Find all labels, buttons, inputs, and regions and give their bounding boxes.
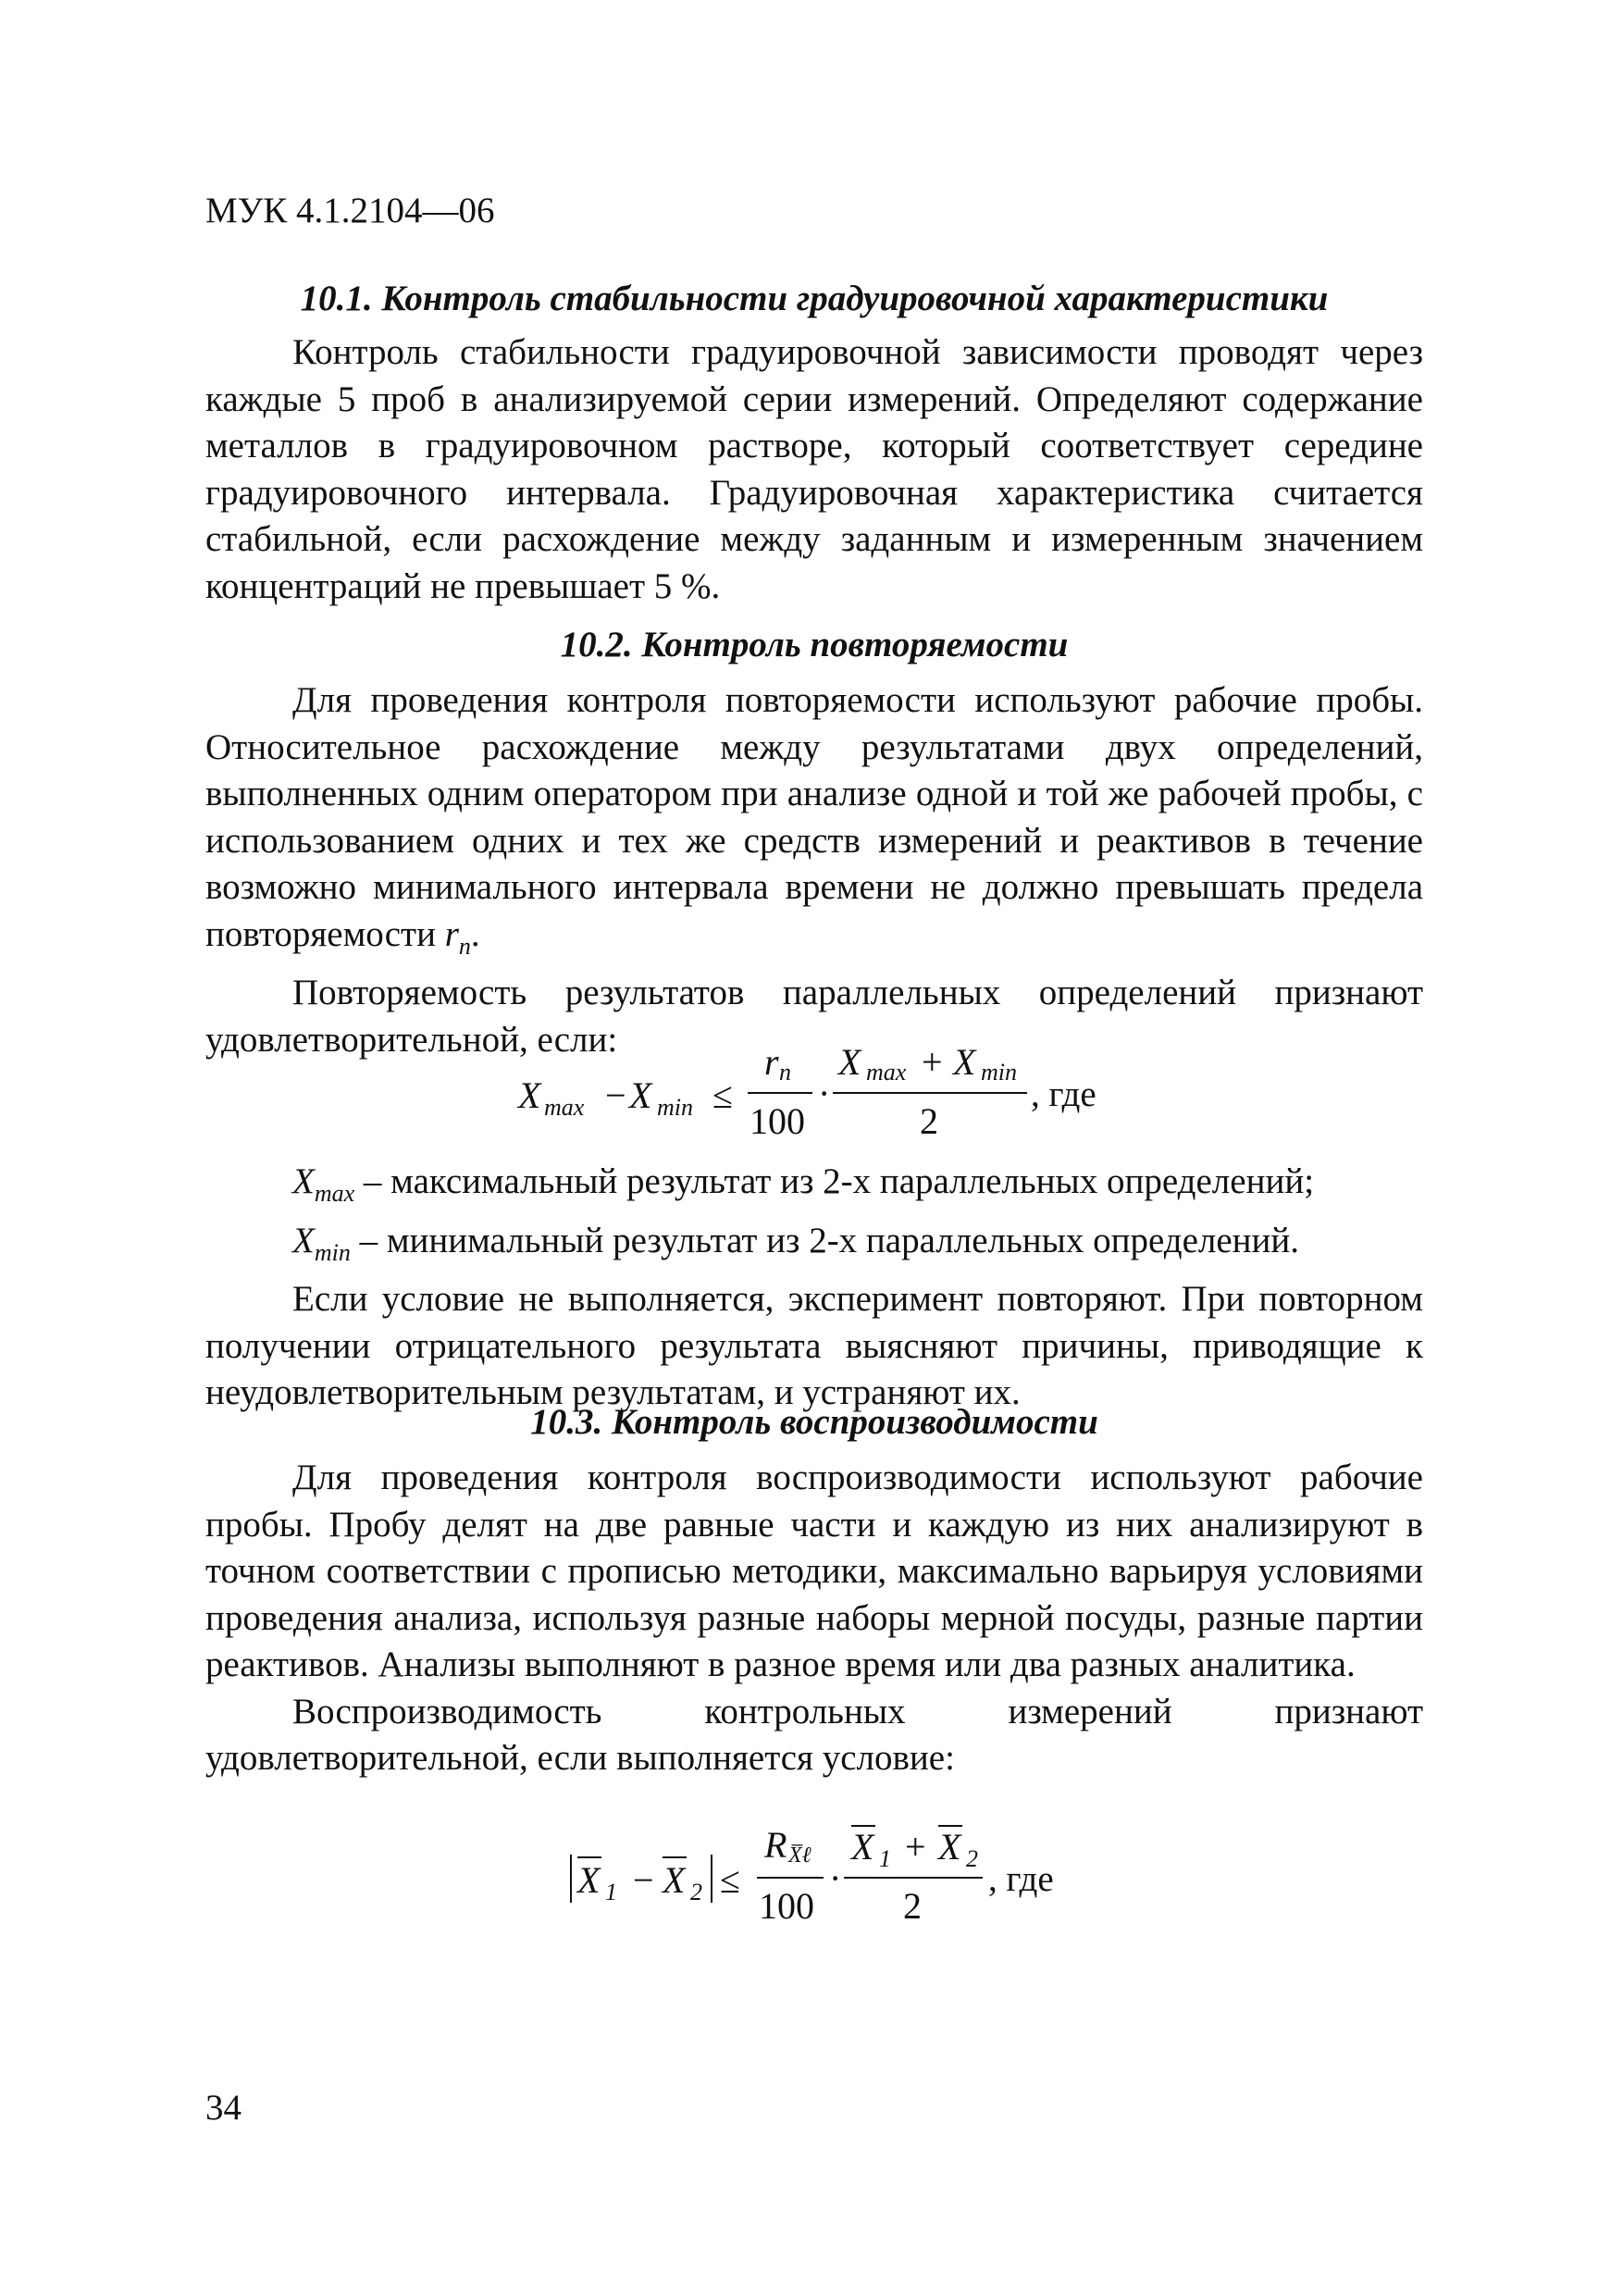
fraction-bar (844, 1877, 983, 1879)
formula-x: X (838, 1041, 861, 1083)
section-heading: 10.2. Контроль повторяемости (560, 625, 1069, 664)
formula-x: X (518, 1074, 541, 1116)
paragraph-text: Для проведения контроля повторяемости используют рабочие пробы. Относительное расхождение между результатами двух определений, выполненных одним оператором при анализе одной и той же рабочей пробы, с использованием одних и тех же средств измерений и реактивов в течение возможно минимального интервала времени не должно превышать предела повторяемости (205, 680, 1423, 954)
section-10-3 (205, 1399, 1423, 1782)
formula-leq: ≤ (720, 1859, 740, 1901)
abs-bar-left (570, 1855, 572, 1903)
formula-subscript: n (779, 1059, 791, 1086)
formula-dot: · (829, 1857, 842, 1899)
formula-denominator: 2 (920, 1100, 938, 1142)
formula-subscript: 2 (966, 1845, 978, 1872)
document-code: МУК 4.1.2104—06 (205, 191, 495, 230)
formula-x: X (577, 1859, 601, 1901)
formula-denominator: 100 (750, 1100, 805, 1142)
formula-subscript: X̅ℓ (788, 1843, 812, 1868)
formula-x: X (851, 1826, 874, 1868)
formula-x: X (663, 1859, 686, 1901)
paragraph (205, 677, 1423, 970)
formula-subscript: 2 (690, 1879, 702, 1905)
formula-subscript: 1 (879, 1845, 891, 1872)
symbol-x: X (292, 1220, 315, 1260)
section-10-2-continued (205, 1159, 1423, 1417)
formula-minus: − (633, 1859, 654, 1901)
section-10-1 (205, 276, 1423, 610)
formula-denominator: 2 (903, 1885, 922, 1927)
formula-subscript: min (981, 1059, 1017, 1086)
fraction-bar (833, 1092, 1027, 1094)
repeatability-formula (0, 1041, 1623, 1148)
paragraph: Если условие не выполняется, эксперимент повторяют. При повторном получении отрицательного результата выясняют причины, приводящие к неудовлетворительным результатам, и устраняют их. (205, 1279, 1423, 1412)
symbol-x: X (292, 1161, 315, 1201)
formula-suffix: , где (988, 1859, 1054, 1899)
formula-minus: − (605, 1074, 626, 1116)
paragraph: Повторяемость результатов параллельных определений признают удовлетворительной, если: (205, 973, 1423, 1060)
paragraph: Контроль стабильности градуировочной зависимости проводят через каждые 5 проб в анализируемой серии измерений. Определяют содержание металлов в градуировочном растворе, который соответствует середине градуировочного интервала. Градуировочная характеристика считается стабильной, если расхождение между заданным и измеренным значением концентраций не превышает 5 %. (205, 332, 1423, 606)
formula-dot: · (818, 1073, 831, 1114)
formula-plus: + (905, 1826, 926, 1868)
formula-numerator: R (764, 1824, 787, 1866)
formula-subscript: max (544, 1094, 585, 1121)
abs-bar-right (711, 1855, 712, 1903)
formula-subscript: min (657, 1094, 693, 1121)
symbol-r: r (444, 913, 459, 954)
definition-xmin (205, 1218, 1423, 1277)
formula-x: X (953, 1041, 976, 1083)
formula-x: X (629, 1074, 652, 1116)
symbol-subscript: min (314, 1238, 351, 1266)
section-heading: 10.3. Контроль воспроизводимости (530, 1402, 1098, 1442)
formula-x: X (938, 1826, 961, 1868)
page-number: 34 (205, 2088, 242, 2128)
paragraph: Для проведения контроля воспроизводимости используют рабочие пробы. Пробу делят на две равные части и каждую из них анализируют в точном соответствии с прописью методики, максимально варьируя условиями проведения анализа, используя разные наборы мерной посуды, разные партии реактивов. Анализы выполняют в разное время или два разных аналитика. (205, 1458, 1423, 1684)
definition-text: – минимальный результат из 2-х параллельных определений. (350, 1220, 1300, 1260)
paragraph-end: . (470, 913, 480, 954)
symbol-subscript: n (458, 932, 471, 960)
paragraph: Воспроизводимость контрольных измерений признают удовлетворительной, если выполняется условие: (205, 1691, 1423, 1778)
section-10-2 (205, 622, 1423, 1063)
fraction-bar (757, 1877, 824, 1879)
symbol-subscript: max (314, 1180, 355, 1207)
reproducibility-formula (0, 1824, 1623, 1934)
section-heading: 10.1. Контроль стабильности градуировочной характеристики (300, 279, 1329, 318)
definition-text: – максимальный результат из 2-х параллельных определений; (354, 1161, 1315, 1201)
formula-subscript: 1 (605, 1879, 617, 1905)
formula-numerator: r (764, 1041, 779, 1083)
formula-plus: + (922, 1041, 943, 1083)
formula-suffix: , где (1031, 1074, 1096, 1114)
formula-leq: ≤ (712, 1074, 733, 1116)
definition-xmax (205, 1159, 1423, 1218)
fraction-bar (748, 1092, 812, 1094)
formula-denominator: 100 (759, 1885, 814, 1927)
formula-subscript: max (866, 1059, 907, 1086)
